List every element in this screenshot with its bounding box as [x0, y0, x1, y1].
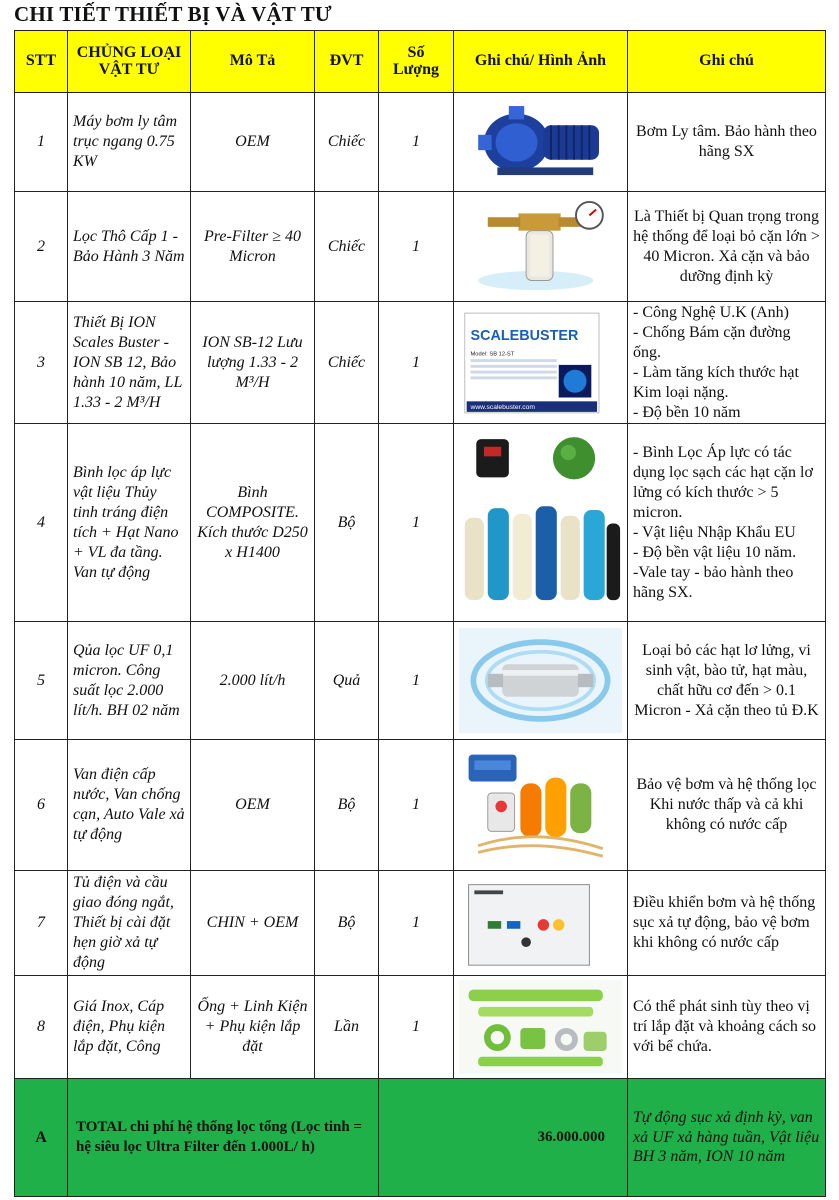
row-note	[628, 740, 826, 871]
row-stt: 8	[15, 976, 68, 1079]
note-line: - Bình Lọc Áp lực có tác dụng lọc sạch các hạt cặn lơ lửng có kích thước > 5 micron.	[633, 443, 813, 521]
table-row	[15, 93, 826, 192]
row-image	[454, 192, 628, 302]
note-line: - Chống Bám cặn đường ống.	[633, 323, 791, 361]
row-image	[454, 871, 628, 976]
row-unit: Bộ	[315, 424, 379, 622]
row-stt: 7	[15, 871, 68, 976]
row-desc: OEM	[191, 93, 315, 192]
row-image	[454, 740, 628, 871]
note-line: - Vật liệu Nhập Khẩu EU	[633, 523, 796, 541]
scalebuster-brand: SCALEBUSTER	[470, 327, 579, 344]
row-desc: 2.000 lít/h	[191, 622, 315, 740]
uf-filter-photo	[459, 622, 622, 739]
float-switch-valve-photo	[459, 740, 622, 870]
row-image	[454, 302, 628, 424]
note-line: Điều khiển bơm và hệ thống sục xả tự động, bảo vệ bơm khi không có nước cấp	[633, 894, 816, 951]
row-qty: 1	[379, 424, 454, 622]
row-image	[454, 976, 628, 1079]
row-qty: 1	[379, 740, 454, 871]
row-note	[628, 192, 826, 302]
total-label: TOTAL chi phí hệ thống lọc tổng (Lọc tinh = hệ siêu lọc Ultra Filter đến 1.000L/ h)	[68, 1079, 379, 1197]
header-image: Ghi chú/ Hình Ảnh	[454, 31, 628, 93]
row-stt: 4	[15, 424, 68, 622]
row-name: Thiết Bị ION Scales Buster - ION SB 12, Bảo hành 10 năm, LL 1.33 - 2 M³/H	[68, 302, 191, 424]
row-desc: OEM	[191, 740, 315, 871]
row-qty: 1	[379, 192, 454, 302]
scalebuster-model: Model: SB 12-ST	[470, 351, 515, 358]
row-unit: Lần	[315, 976, 379, 1079]
row-name: Van điện cấp nước, Van chống cạn, Auto Vale xả tự động	[68, 740, 191, 871]
table-row	[15, 192, 826, 302]
row-image	[454, 424, 628, 622]
note-line: Là Thiết bị Quan trọng trong hệ thống để loại bỏ cặn lớn > 40 Micron. Xả cặn và bảo dưỡng định kỳ	[633, 207, 820, 285]
table-row	[15, 976, 826, 1079]
row-name: Lọc Thô Cấp 1 - Bảo Hành 3 Năm	[68, 192, 191, 302]
row-unit: Bộ	[315, 871, 379, 976]
note-line: - Độ bền vật liệu 10 năm.	[633, 543, 797, 561]
row-note	[628, 871, 826, 976]
row-note	[628, 976, 826, 1079]
row-unit: Chiếc	[315, 302, 379, 424]
row-note	[628, 93, 826, 192]
pipe-fittings-photo	[459, 976, 622, 1078]
total-stt: A	[15, 1079, 68, 1197]
table-row	[15, 871, 826, 976]
row-qty: 1	[379, 302, 454, 424]
note-line: Có thể phát sinh tùy theo vị trí lắp đặt và khoảng cách so với bể chứa.	[633, 998, 817, 1055]
table-row	[15, 740, 826, 871]
total-note: Tự động sục xả định kỳ, van xả UF xả hàng tuần, Vật liệu BH 3 năm, ION 10 năm	[628, 1079, 826, 1197]
note-line: - Làm tăng kích thước hạt Kim loại nặng.	[633, 363, 799, 401]
row-note	[628, 302, 826, 424]
note-line: -Vale tay - bảo hành theo hãng SX.	[633, 563, 794, 601]
note-line: Loại bỏ các hạt lơ lửng, vi sinh vật, bào tử, hạt màu, chất hữu cơ đến > 0.1 Micron - Xả cặn theo tủ Đ.K	[634, 641, 819, 719]
row-stt: 3	[15, 302, 68, 424]
note-line: Bảo vệ bơm và hệ thống lọc Khi nước thấp và cả khi không có nước cấp	[636, 776, 817, 833]
row-note	[628, 622, 826, 740]
scalebuster-box-photo	[459, 302, 622, 423]
header-stt: STT	[15, 31, 68, 93]
header-row	[15, 31, 826, 93]
note-line: - Độ bền 10 năm	[633, 403, 741, 421]
row-note	[628, 424, 826, 622]
row-image	[454, 93, 628, 192]
row-qty: 1	[379, 622, 454, 740]
row-desc: Bình COMPOSITE. Kích thước D250 x H1400	[191, 424, 315, 622]
row-stt: 2	[15, 192, 68, 302]
control-cabinet-photo	[459, 871, 622, 975]
row-desc: Ống + Linh Kiện + Phụ kiện lắp đặt	[191, 976, 315, 1079]
row-unit: Chiếc	[315, 93, 379, 192]
row-stt: 5	[15, 622, 68, 740]
row-name: Máy bơm ly tâm trục ngang 0.75 KW	[68, 93, 191, 192]
prefilter-photo	[459, 192, 622, 301]
row-desc: CHIN + OEM	[191, 871, 315, 976]
total-row	[15, 1079, 826, 1197]
header-note: Ghi chú	[628, 31, 826, 93]
row-name: Tủ điện và cầu giao đóng ngắt, Thiết bị cài đặt hẹn giờ xả tự động	[68, 871, 191, 976]
header-unit: ĐVT	[315, 31, 379, 93]
scalebuster-website: www.scalebuster.com	[470, 404, 535, 412]
row-qty: 1	[379, 976, 454, 1079]
row-name: Giá Inox, Cáp điện, Phụ kiện lắp đặt, Công	[68, 976, 191, 1079]
row-desc: Pre-Filter ≥ 40 Micron	[191, 192, 315, 302]
row-stt: 6	[15, 740, 68, 871]
pressure-tanks-photo	[459, 424, 622, 621]
table-row	[15, 302, 826, 424]
row-image	[454, 622, 628, 740]
page-title: CHI TIẾT THIẾT BỊ VÀ VẬT TƯ	[14, 2, 332, 26]
row-stt: 1	[15, 93, 68, 192]
row-desc: ION SB-12 Lưu lượng 1.33 - 2 M³/H	[191, 302, 315, 424]
row-qty: 1	[379, 871, 454, 976]
header-type: CHỦNG LOẠI VẬT TƯ	[68, 31, 191, 93]
equipment-table	[14, 30, 826, 1197]
row-name: Qủa lọc UF 0,1 micron. Công suất lọc 2.000 lít/h. BH 02 năm	[68, 622, 191, 740]
header-qty: Số Lượng	[379, 31, 454, 93]
centrifugal-pump-photo	[459, 93, 622, 191]
row-qty: 1	[379, 93, 454, 192]
row-unit: Quả	[315, 622, 379, 740]
row-name: Bình lọc áp lực vật liệu Thủy tinh tráng điện tích + Hạt Nano + VL đa tầng. Van tự động	[68, 424, 191, 622]
note-line: Bơm Ly tâm. Bảo hành theo hãng SX	[636, 123, 817, 160]
note-line: - Công Nghệ U.K (Anh)	[633, 303, 789, 321]
row-unit: Chiếc	[315, 192, 379, 302]
table-row	[15, 424, 826, 622]
table-row	[15, 622, 826, 740]
row-unit: Bộ	[315, 740, 379, 871]
total-amount: 36.000.000	[379, 1079, 628, 1197]
header-desc: Mô Tả	[191, 31, 315, 93]
